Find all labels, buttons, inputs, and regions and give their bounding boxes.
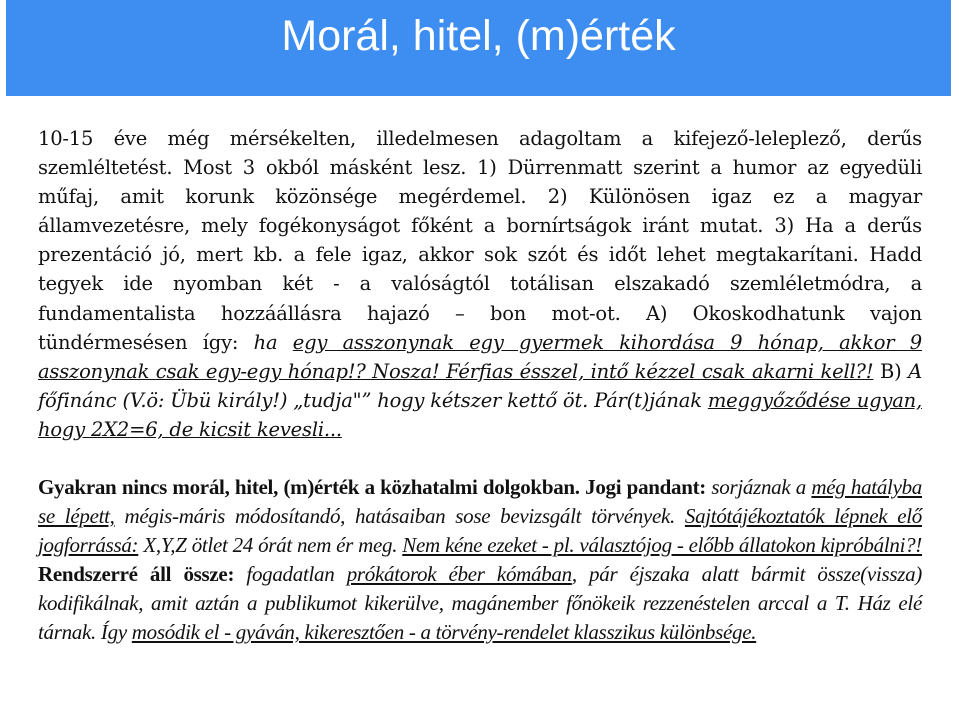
slide-title: Morál, hitel, (m)érték — [281, 12, 676, 60]
example-b-label: B) — [873, 359, 909, 383]
p2-bold-2: Rendszerré áll össze: — [38, 562, 235, 586]
example-b-underlined: meggyőződése ugyan, hogy 2X2=6, de kicsit kevesli... — [38, 388, 922, 441]
intro-text: 10-15 éve még mérsékelten, illedelmesen adagoltam a kifejező-leleplező, derűs szemléltetést. Most 3 okból másként lesz. 1) Dürrenmatt szerint a humor az egyedüli műfaj, amit korunk közönsége megérdemel. 2) Különösen igaz ez a magyar államvezetésre, mely fogékonyságot főként a bornírtságok iránt mutat. 3) Ha a derűs prezentáció jó, mert kb. a fele igaz, akkor sok szót és időt lehet megtakarítani. Hadd tegyek ide nyomban két - a valóságtól totálisan elszakadó szemléletmódra, a fundamentalista hozzáállásra hajazó – bon mot-ot. A) Okoskodhatunk vajon tündérmesésen így: — [38, 127, 922, 354]
legal-pandant-label: Jogi pandant: — [579, 475, 712, 499]
p2-underlined-3: Nem kéne ezeket - pl. választójog - előbb állatokon kipróbálni?! — [402, 533, 922, 557]
paragraph-main — [38, 473, 922, 647]
p2-text-4: fogadatlan — [234, 562, 347, 586]
space — [675, 504, 685, 528]
bold-statement: Gyakran nincs morál, hitel, (m)érték a közhatalmi dolgokban. — [38, 475, 580, 499]
p2-underlined-1: még hatályba se lépett, — [38, 475, 922, 528]
example-a-underlined: egy asszonynak egy gyermek kihordása 9 hónap, akkor 9 asszonynak csak egy-egy hónap!? Nosza! Férfias ésszel, intő kézzel csak akarni kell?! — [38, 330, 922, 383]
p2-text-3: X,Y,Z ötlet 24 órát nem ér meg. — [138, 533, 403, 557]
p2-underlined-2: Sajtótájékoztatók lépnek elő jogforrássá: — [38, 504, 923, 557]
p2-text-2: mégis-máris módosítandó, hatásaiban sose bevizsgált törvények. — [114, 504, 675, 528]
p2-underlined-5: mosódik el - gyáván, kikeresztően - a törvény-rendelet klasszikus különbsége. — [131, 620, 757, 644]
paragraph-intro — [38, 124, 922, 444]
title-bar — [6, 0, 951, 96]
p2-underlined-4: prókátorok éber kómában — [346, 562, 572, 586]
p2-text-1: sorjáznak a — [711, 475, 812, 499]
p2-text-5: , pár éjszaka alatt bármit össze(vissza) kodifikálnak, amit aztán a publikumot kikerülve, magánember főnökeik rezzenéstelen arccal a T. Ház elé tárnak. Így — [38, 562, 922, 644]
example-a-lead: ha — [253, 330, 293, 354]
example-b-text: A főfinánc (V.ö: Übü király!) „tudja"” hogy kétszer kettő öt. Pár(t)jának — [38, 359, 922, 412]
